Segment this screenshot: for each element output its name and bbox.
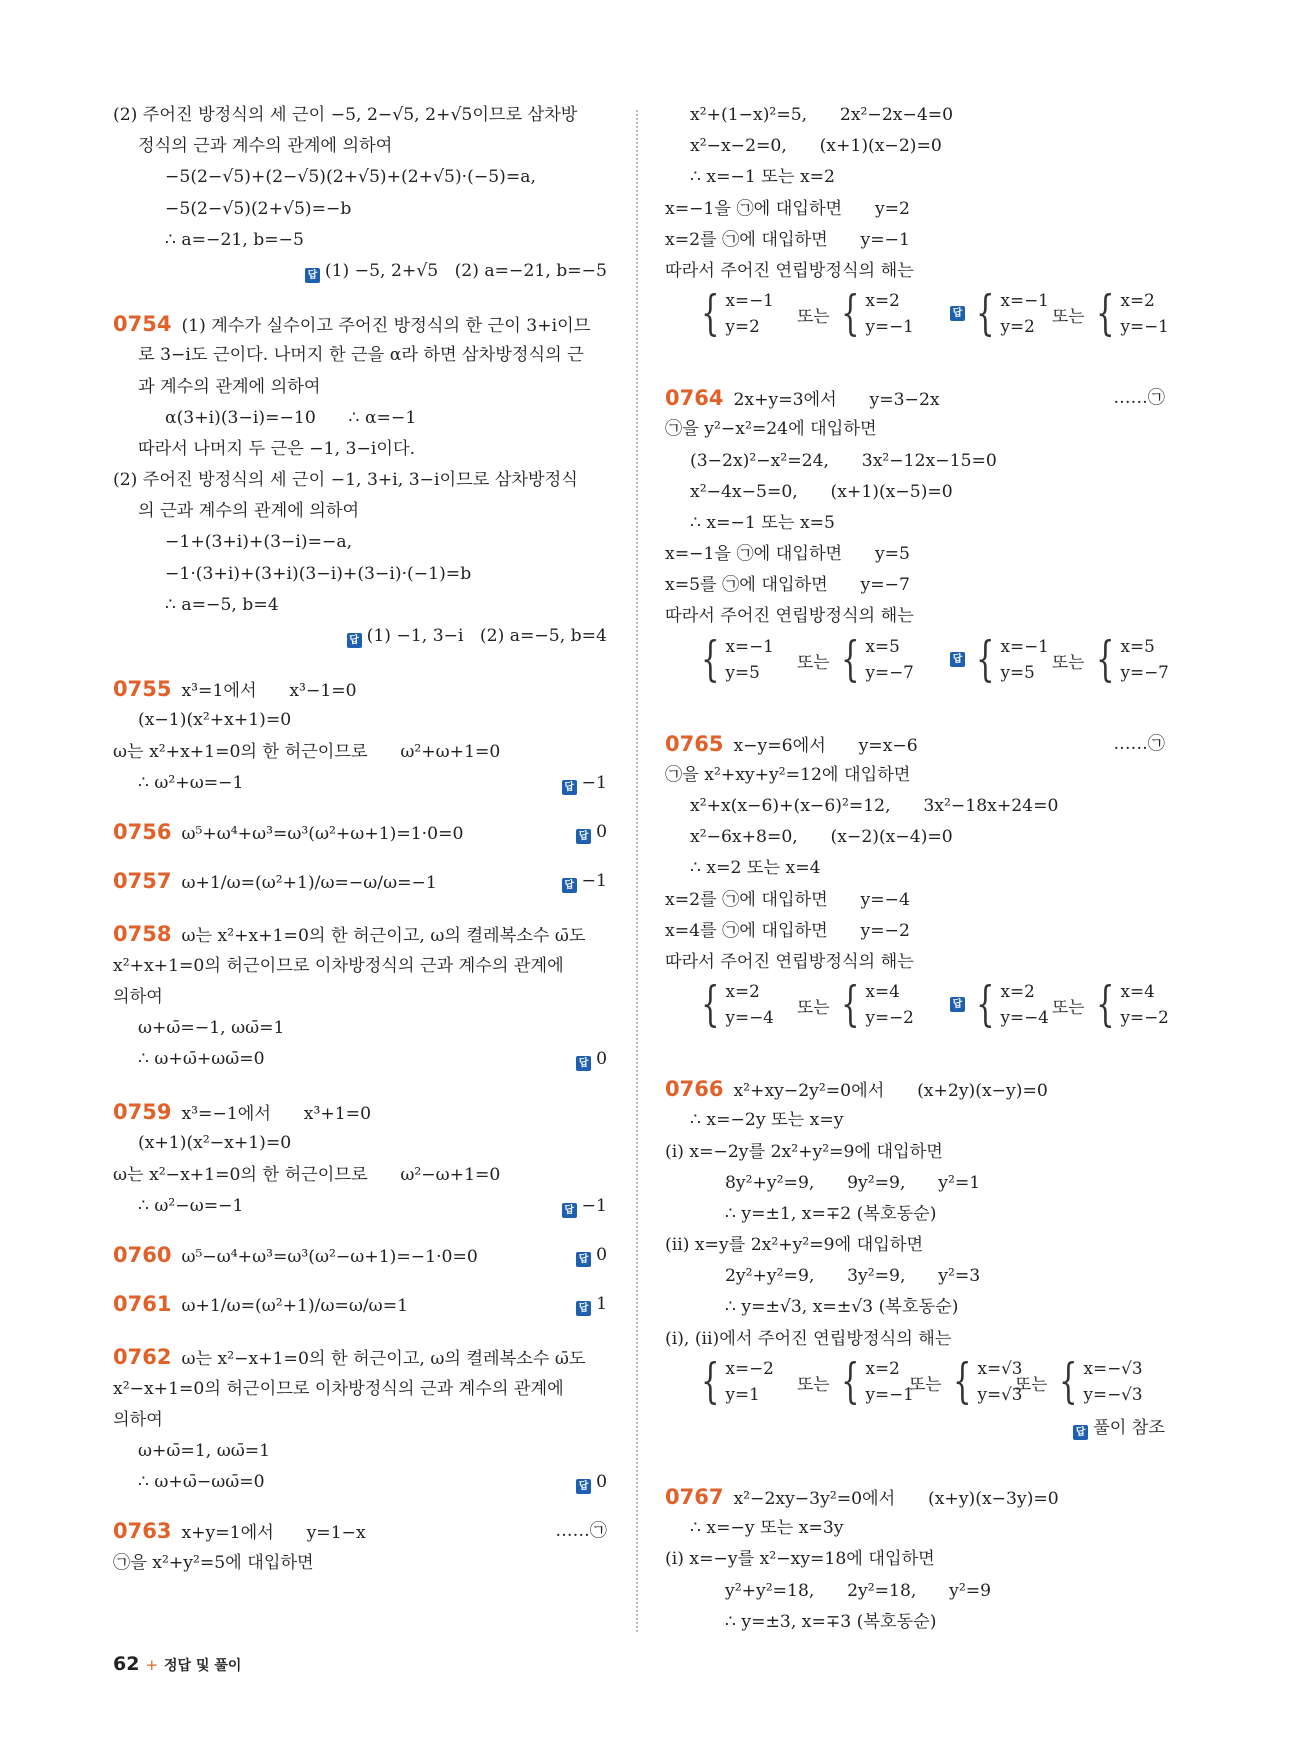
math-line: ∴ a=−5, b=4 — [165, 594, 279, 615]
math-line: α(3+i)(3−i)=−10 ∴ α=−1 — [165, 407, 417, 428]
answer-tag-icon: 답 — [576, 829, 591, 844]
problem-0764: 0764 2x+y=3에서 y=3−2x ……㉠ — [665, 383, 1165, 414]
answer-tag-icon: 답 — [576, 1479, 591, 1494]
system: { x=2 y=−1 — [841, 285, 914, 342]
problem-number: 0755 — [113, 677, 172, 702]
problem-number: 0756 — [113, 819, 172, 844]
system: { x=√3 y=√3 — [953, 1352, 1023, 1409]
text-line: x=2를 ㉠에 대입하면 y=−1 — [665, 229, 910, 250]
text-line: ㉠을 x²+xy+y²=12에 대입하면 — [665, 764, 911, 785]
problem-0763: 0763 x+y=1에서 y=1−x ……㉠ — [113, 1516, 607, 1547]
math-line: ∴ x=−1 또는 x=5 — [690, 512, 835, 533]
text-line: ㉠을 y²−x²=24에 대입하면 — [665, 419, 877, 440]
or-word: 또는 — [1052, 651, 1085, 672]
answer: 답 0 — [576, 1240, 607, 1271]
or-word: 또는 — [909, 1373, 942, 1394]
system: { x=4 y=−2 — [1096, 976, 1169, 1033]
text-line: 의 근과 계수의 관계에 의하여 — [138, 501, 360, 522]
or-word: 또는 — [797, 306, 830, 327]
or-word: 또는 — [1015, 1373, 1048, 1394]
system: { x=4 y=−2 — [841, 976, 914, 1033]
answer: 답 −1 — [562, 768, 607, 799]
text-line: ㉠을 x²+y²=5에 대입하면 — [113, 1552, 314, 1573]
text-line: (ⅰ), (ⅱ)에서 주어진 연립방정식의 해는 — [665, 1328, 952, 1349]
answer: 답 0 — [576, 1467, 607, 1498]
plus-icon: + — [145, 1656, 159, 1674]
text-line: x=4를 ㉠에 대입하면 y=−2 — [665, 920, 910, 941]
problem-number: 0760 — [113, 1243, 172, 1267]
answer: 답 (1) −1, 3−i (2) a=−5, b=4 — [347, 621, 607, 652]
problem-0761: 0761 ω+1/ω=(ω²+1)/ω=ω/ω=1 답 1 — [113, 1289, 607, 1320]
or-word: 또는 — [797, 1373, 830, 1394]
answer-tag-icon: 답 — [562, 878, 577, 893]
text-line: 과 계수의 관계에 의하여 — [138, 376, 321, 397]
answer-tag-icon: 답 — [950, 306, 965, 321]
solution-systems — [665, 976, 1169, 1036]
math-line: 2y²+y²=9, 3y²=9, y²=3 — [725, 1266, 981, 1287]
answer: 답 1 — [576, 1289, 607, 1320]
math-line: −5(2−√5)(2+√5)=−b — [165, 198, 352, 219]
answer: 답 −1 — [562, 1191, 607, 1222]
text-line: ω는 x²−x+1=0의 한 허근이므로 ω²−ω+1=0 — [113, 1164, 501, 1185]
equation-marker: ……㉠ — [1113, 733, 1165, 754]
answer-line — [665, 1413, 1165, 1444]
text-line: 로 3−i도 근이다. 나머지 한 근을 α라 하면 삼차방정식의 근 — [138, 345, 584, 366]
or-word: 또는 — [1052, 306, 1085, 327]
math-line: x²−4x−5=0, (x+1)(x−5)=0 — [690, 481, 953, 502]
text-line: 정식의 근과 계수의 관계에 의하여 — [138, 136, 393, 157]
problem-0766: 0766 x²+xy−2y²=0에서 (x+2y)(x−y)=0 — [665, 1077, 1048, 1102]
problem-0765: 0765 x−y=6에서 y=x−6 ……㉠ — [665, 729, 1165, 760]
system: { x=−√3 y=−√3 — [1059, 1352, 1143, 1409]
solution-systems — [665, 1352, 1165, 1413]
system: { x=5 y=−7 — [1096, 630, 1169, 687]
problem-0767: 0767 x²−2xy−3y²=0에서 (x+y)(x−3y)=0 — [665, 1485, 1059, 1509]
math-line: −1+(3+i)+(3−i)=−a, — [165, 532, 353, 553]
problem-number: 0759 — [113, 1100, 172, 1125]
system: { x=−1 y=5 — [701, 630, 774, 687]
or-word: 또는 — [1052, 997, 1085, 1018]
answer-tag-icon: 답 — [950, 652, 965, 667]
text-line: ω는 x²+x+1=0의 한 허근이므로 ω²+ω+1=0 — [113, 741, 501, 762]
system: { x=2 y=−4 — [701, 976, 774, 1033]
problem-0756: 0756 ω⁵+ω⁴+ω³=ω³(ω²+ω+1)=1·0=0 답 0 — [113, 817, 607, 848]
answer-tag-icon: 답 — [950, 997, 965, 1012]
solution-systems — [665, 285, 1169, 345]
math-line: (x+1)(x²−x+1)=0 — [138, 1133, 292, 1154]
equation-marker: ……㉠ — [1113, 388, 1165, 409]
problem-number: 0762 — [113, 1345, 172, 1370]
math-line: ∴ x=−1 또는 x=2 — [690, 167, 835, 188]
answer: 답 −1 — [562, 866, 607, 897]
answer-line — [113, 621, 607, 652]
text-line: x=−1을 ㉠에 대입하면 y=2 — [665, 198, 910, 219]
problem-number: 0766 — [665, 1077, 724, 1102]
text-line: x=2를 ㉠에 대입하면 y=−4 — [665, 889, 910, 910]
math-line: ω+ω̄=−1, ωω̄=1 — [138, 1017, 285, 1038]
math-line: 8y²+y²=9, 9y²=9, y²=1 — [725, 1172, 981, 1193]
problem-0758: 0758 ω는 x²+x+1=0의 한 허근이고, ω의 켤레복소수 ω̄도 — [113, 922, 586, 947]
system: { x=2 y=−1 — [1096, 285, 1169, 342]
text-line: (ⅰ) x=−y를 x²−xy=18에 대입하면 — [665, 1549, 935, 1570]
text-line: x²−x+1=0의 허근이므로 이차방정식의 근과 계수의 관계에 — [113, 1378, 564, 1399]
problem-0755: 0755 x³=1에서 x³−1=0 — [113, 677, 357, 702]
math-line: ∴ ω+ω̄+ωω̄=0 답 0 — [113, 1044, 607, 1075]
system: { x=−1 y=2 — [701, 285, 774, 342]
problem-number: 0767 — [665, 1485, 724, 1509]
page-number: 62 — [113, 1653, 140, 1675]
answer: 답 0 — [576, 817, 607, 848]
text-line: x=−1을 ㉠에 대입하면 y=5 — [665, 544, 910, 565]
math-line: ∴ ω²−ω=−1 답 −1 — [113, 1191, 607, 1222]
or-word: 또는 — [797, 997, 830, 1018]
math-line: (3−2x)²−x²=24, 3x²−12x−15=0 — [690, 450, 997, 471]
system: { x=−2 y=1 — [701, 1352, 774, 1409]
math-line: ∴ ω+ω̄−ωω̄=0 답 0 — [113, 1467, 607, 1498]
page-footer — [113, 1653, 241, 1675]
math-line: ∴ ω²+ω=−1 답 −1 — [113, 768, 607, 799]
answer-tag-icon: 답 — [562, 780, 577, 795]
problem-number: 0758 — [113, 922, 172, 947]
math-line: ∴ a=−21, b=−5 — [165, 229, 304, 250]
text-line: (2) 주어진 방정식의 세 근이 −5, 2−√5, 2+√5이므로 삼차방 — [113, 105, 578, 125]
math-line: ∴ x=2 또는 x=4 — [690, 858, 821, 879]
answer: 답 0 — [576, 1044, 607, 1075]
math-line: ∴ y=±3, x=∓3 (복호동순) — [725, 1611, 937, 1632]
text-line: 의하여 — [113, 1409, 163, 1430]
equation-marker: ……㉠ — [555, 1521, 607, 1542]
text-line: 따라서 주어진 연립방정식의 해는 — [665, 951, 914, 972]
answer-tag-icon: 답 — [576, 1056, 591, 1071]
text-line: (ⅱ) x=y를 2x²+y²=9에 대입하면 — [665, 1235, 924, 1256]
math-line: x²−6x+8=0, (x−2)(x−4)=0 — [690, 827, 953, 848]
footer-title: 정답 및 풀이 — [164, 1658, 242, 1674]
problem-0754: 0754 (1) 계수가 실수이고 주어진 방정식의 한 근이 3+i이므 — [113, 312, 591, 337]
math-line: ∴ x=−2y 또는 x=y — [690, 1110, 844, 1131]
problem-0757: 0757 ω+1/ω=(ω²+1)/ω=−ω/ω=−1 답 −1 — [113, 866, 607, 897]
math-line: ω+ω̄=1, ωω̄=1 — [138, 1440, 271, 1461]
left-column — [113, 100, 607, 1579]
math-line: ∴ y=±√3, x=±√3 (복호동순) — [725, 1297, 959, 1318]
right-column — [665, 100, 1169, 1638]
answer-tag-icon: 답 — [1073, 1425, 1088, 1440]
column-divider — [636, 110, 638, 1632]
problem-number: 0754 — [113, 312, 172, 337]
math-line: x²+(1−x)²=5, 2x²−2x−4=0 — [690, 105, 954, 125]
answer-tag-icon: 답 — [305, 268, 320, 283]
text-line: (2) 주어진 방정식의 세 근이 −1, 3+i, 3−i이므로 삼차방정식 — [113, 470, 578, 491]
math-line: y²+y²=18, 2y²=18, y²=9 — [725, 1580, 992, 1601]
answer: 답 풀이 참조 — [1073, 1413, 1165, 1444]
system: { x=−1 y=2 — [976, 285, 1049, 342]
math-line: ∴ x=−y 또는 x=3y — [690, 1518, 844, 1539]
answer-line — [113, 256, 607, 287]
or-word: 또는 — [797, 651, 830, 672]
answer-tag-icon: 답 — [347, 633, 362, 648]
problem-number: 0761 — [113, 1292, 172, 1317]
text-line: (ⅰ) x=−2y를 2x²+y²=9에 대입하면 — [665, 1141, 943, 1162]
math-line: (x−1)(x²+x+1)=0 — [138, 710, 292, 731]
system: { x=5 y=−7 — [841, 630, 914, 687]
system: { x=−1 y=5 — [976, 630, 1049, 687]
problem-number: 0757 — [113, 869, 172, 894]
solution-systems — [665, 630, 1169, 691]
math-line: −1·(3+i)+(3+i)(3−i)+(3−i)·(−1)=b — [165, 563, 472, 584]
text-line: 따라서 주어진 연립방정식의 해는 — [665, 260, 914, 281]
math-line: ∴ y=±1, x=∓2 (복호동순) — [725, 1203, 937, 1224]
text-line: x²+x+1=0의 허근이므로 이차방정식의 근과 계수의 관계에 — [113, 955, 564, 976]
problem-0762: 0762 ω는 x²−x+1=0의 한 허근이고, ω의 켤레복소수 ω̄도 — [113, 1345, 586, 1370]
text-line: 의하여 — [113, 986, 163, 1007]
math-line: −5(2−√5)+(2−√5)(2+√5)+(2+√5)·(−5)=a, — [165, 167, 536, 188]
math-line: x²+x(x−6)+(x−6)²=12, 3x²−18x+24=0 — [690, 796, 1059, 816]
answer-tag-icon: 답 — [576, 1252, 591, 1267]
problem-number: 0763 — [113, 1519, 172, 1544]
math-line: x²−x−2=0, (x+1)(x−2)=0 — [690, 136, 942, 157]
problem-0759: 0759 x³=−1에서 x³+1=0 — [113, 1100, 372, 1125]
text-line: x=5를 ㉠에 대입하면 y=−7 — [665, 575, 910, 596]
system: { x=2 y=−1 — [841, 1352, 914, 1409]
answer-tag-icon: 답 — [562, 1203, 577, 1218]
answer-tag-icon: 답 — [576, 1301, 591, 1316]
problem-number: 0764 — [665, 386, 724, 411]
problem-0760: 0760 ω⁵−ω⁴+ω³=ω³(ω²−ω+1)=−1·0=0 답 0 — [113, 1240, 607, 1271]
text-line: 따라서 나머지 두 근은 −1, 3−i이다. — [138, 438, 416, 459]
text-line: 따라서 주어진 연립방정식의 해는 — [665, 606, 914, 627]
problem-number: 0765 — [665, 731, 724, 756]
answer: 답 (1) −5, 2+√5 (2) a=−21, b=−5 — [305, 256, 607, 287]
system: { x=2 y=−4 — [976, 976, 1049, 1033]
